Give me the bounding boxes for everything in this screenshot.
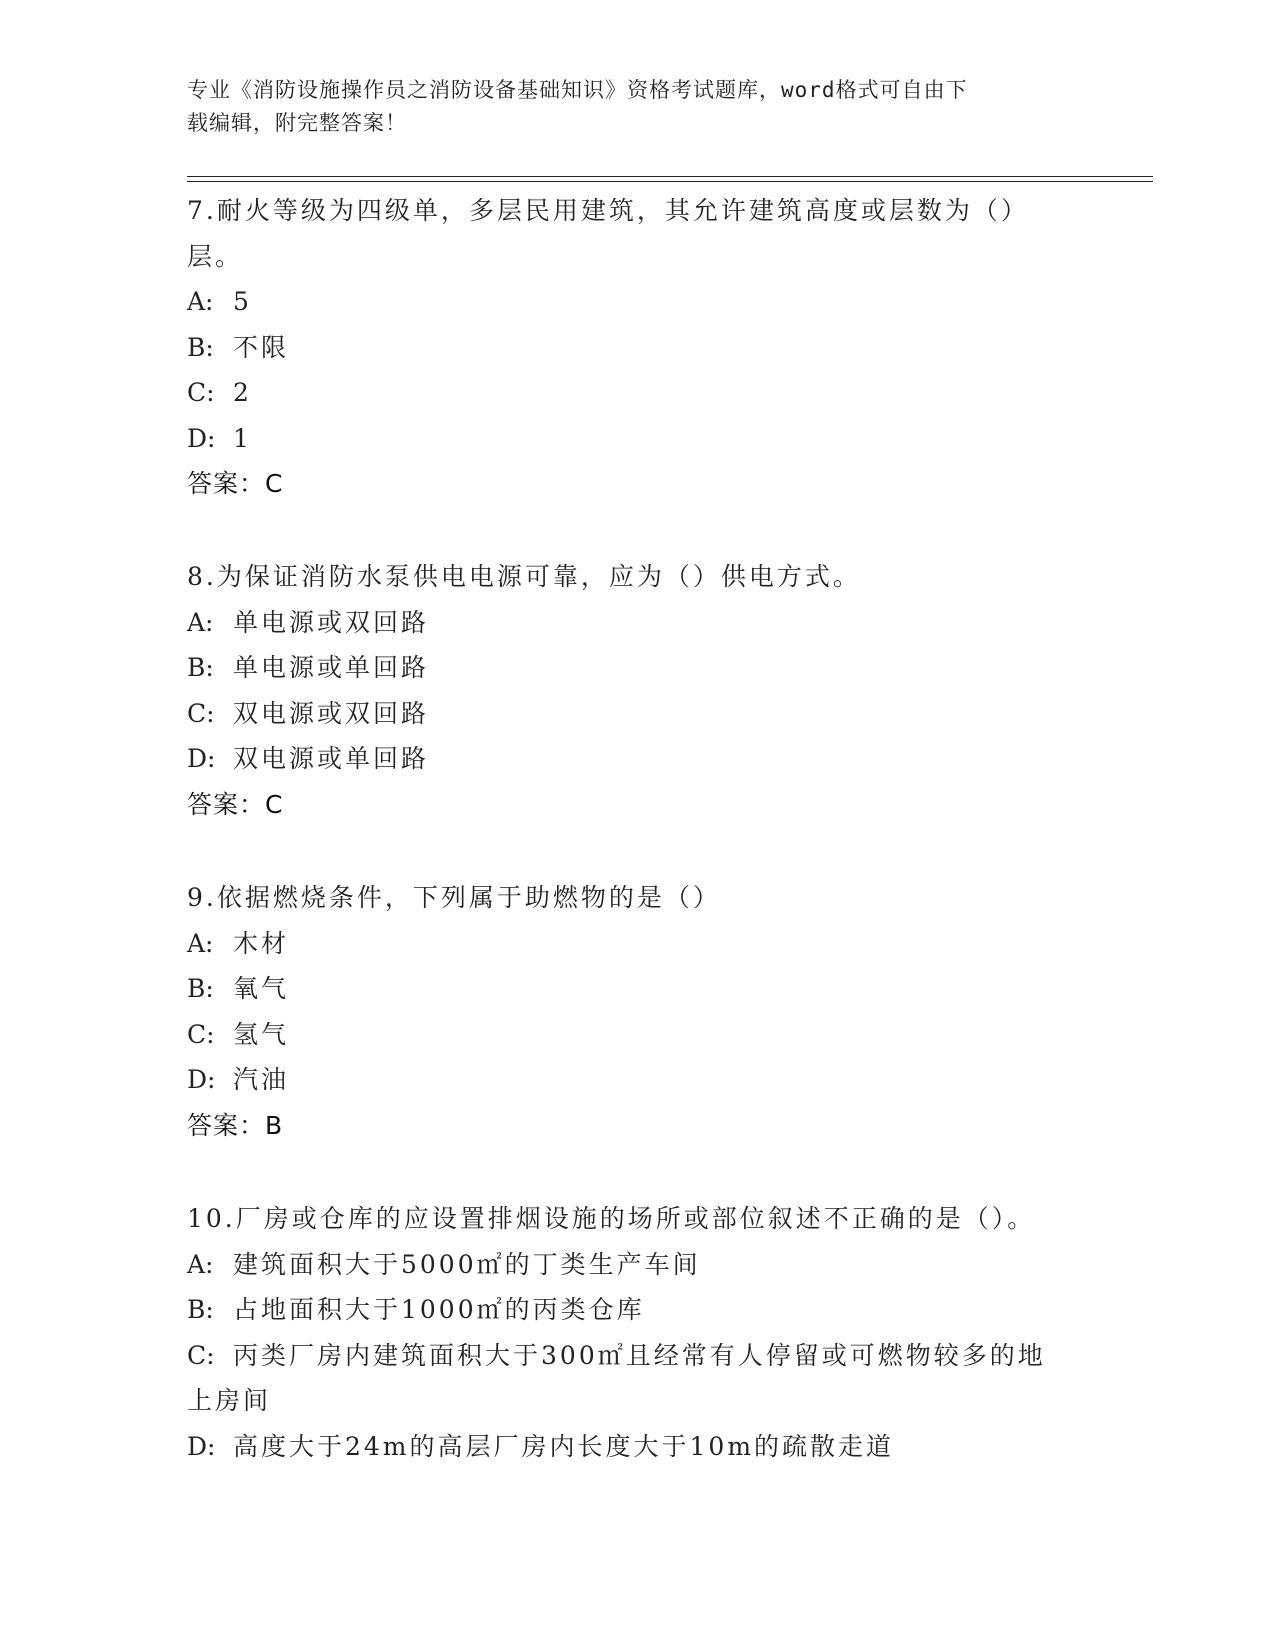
- option-c: [187, 1333, 1087, 1379]
- question-10: [187, 1196, 1087, 1469]
- option-key: C:: [187, 1019, 215, 1049]
- option-key: D:: [187, 423, 216, 453]
- option-key: A:: [187, 1249, 214, 1279]
- option-text: 1: [233, 423, 252, 453]
- document-header-note: [187, 74, 1067, 140]
- option-b: [187, 645, 1087, 691]
- option-text: 高度大于24m的高层厂房内长度大于10m的疏散走道: [233, 1431, 895, 1461]
- option-d: [187, 1424, 1087, 1470]
- header-line-1: 专业《消防设施操作员之消防设备基础知识》资格考试题库，word格式可自由下: [187, 78, 968, 102]
- option-a: [187, 1242, 1087, 1288]
- option-text: 不限: [233, 332, 290, 362]
- option-text: 单电源或双回路: [233, 607, 430, 637]
- option-text: 丙类厂房内建筑面积大于300㎡且经常有人停留或可燃物较多的地: [233, 1340, 1046, 1370]
- option-key: B:: [187, 332, 214, 362]
- question-9: [187, 875, 1087, 1148]
- option-b: [187, 1287, 1087, 1333]
- option-key: D:: [187, 1065, 216, 1094]
- answer-line: 答案：C: [187, 469, 284, 498]
- option-key: D:: [187, 1431, 216, 1461]
- option-a: [187, 921, 1087, 967]
- option-key: C:: [187, 698, 215, 728]
- question-stem: 10.厂房或仓库的应设置排烟设施的场所或部位叙述不正确的是（）。: [187, 1204, 1036, 1233]
- option-a: [187, 600, 1087, 646]
- option-text: 汽油: [233, 1065, 290, 1094]
- option-key: B:: [187, 1295, 214, 1324]
- option-d: [187, 416, 1087, 462]
- option-text: 5: [233, 287, 252, 316]
- option-d: [187, 1057, 1087, 1103]
- option-text: 双电源或单回路: [233, 744, 430, 773]
- option-c: [187, 370, 1087, 416]
- question-stem: 9.依据燃烧条件，下列属于助燃物的是（）: [187, 883, 721, 912]
- answer-line: 答案：B: [187, 1110, 284, 1140]
- option-text: 氧气: [233, 974, 290, 1003]
- option-key: C:: [187, 1340, 215, 1370]
- option-text: 建筑面积大于5000㎡的丁类生产车间: [233, 1249, 701, 1279]
- option-c: [187, 1012, 1087, 1058]
- option-key: B:: [187, 653, 214, 682]
- option-text: 氢气: [233, 1019, 290, 1049]
- header-divider-bottom: [187, 181, 1153, 182]
- option-key: C:: [187, 378, 215, 407]
- option-text: 2: [233, 378, 252, 407]
- option-key: A:: [187, 287, 214, 316]
- option-b: [187, 966, 1087, 1012]
- option-text: 双电源或双回路: [233, 698, 430, 728]
- question-stem: 7.耐火等级为四级单，多层民用建筑，其允许建筑高度或层数为（）: [187, 196, 1029, 225]
- option-c-continuation: 上房间: [187, 1386, 272, 1415]
- question-stem: 8.为保证消防水泵供电电源可靠，应为（）供电方式。: [187, 562, 861, 591]
- question-7: [187, 188, 1087, 507]
- option-d: [187, 736, 1087, 782]
- question-8: [187, 554, 1087, 827]
- option-a: [187, 279, 1087, 325]
- header-line-2: 载编辑，附完整答案！: [187, 111, 407, 135]
- option-key: A:: [187, 607, 214, 637]
- option-b: [187, 325, 1087, 371]
- option-key: B:: [187, 974, 214, 1003]
- option-text: 占地面积大于1000㎡的丙类仓库: [233, 1295, 645, 1324]
- option-text: 木材: [233, 928, 290, 958]
- option-key: D:: [187, 744, 216, 773]
- header-divider-top: [187, 176, 1153, 177]
- option-c: [187, 691, 1087, 737]
- question-stem: 层。: [187, 241, 244, 271]
- answer-line: 答案：C: [187, 789, 284, 819]
- option-key: A:: [187, 928, 214, 958]
- option-text: 单电源或单回路: [233, 653, 430, 682]
